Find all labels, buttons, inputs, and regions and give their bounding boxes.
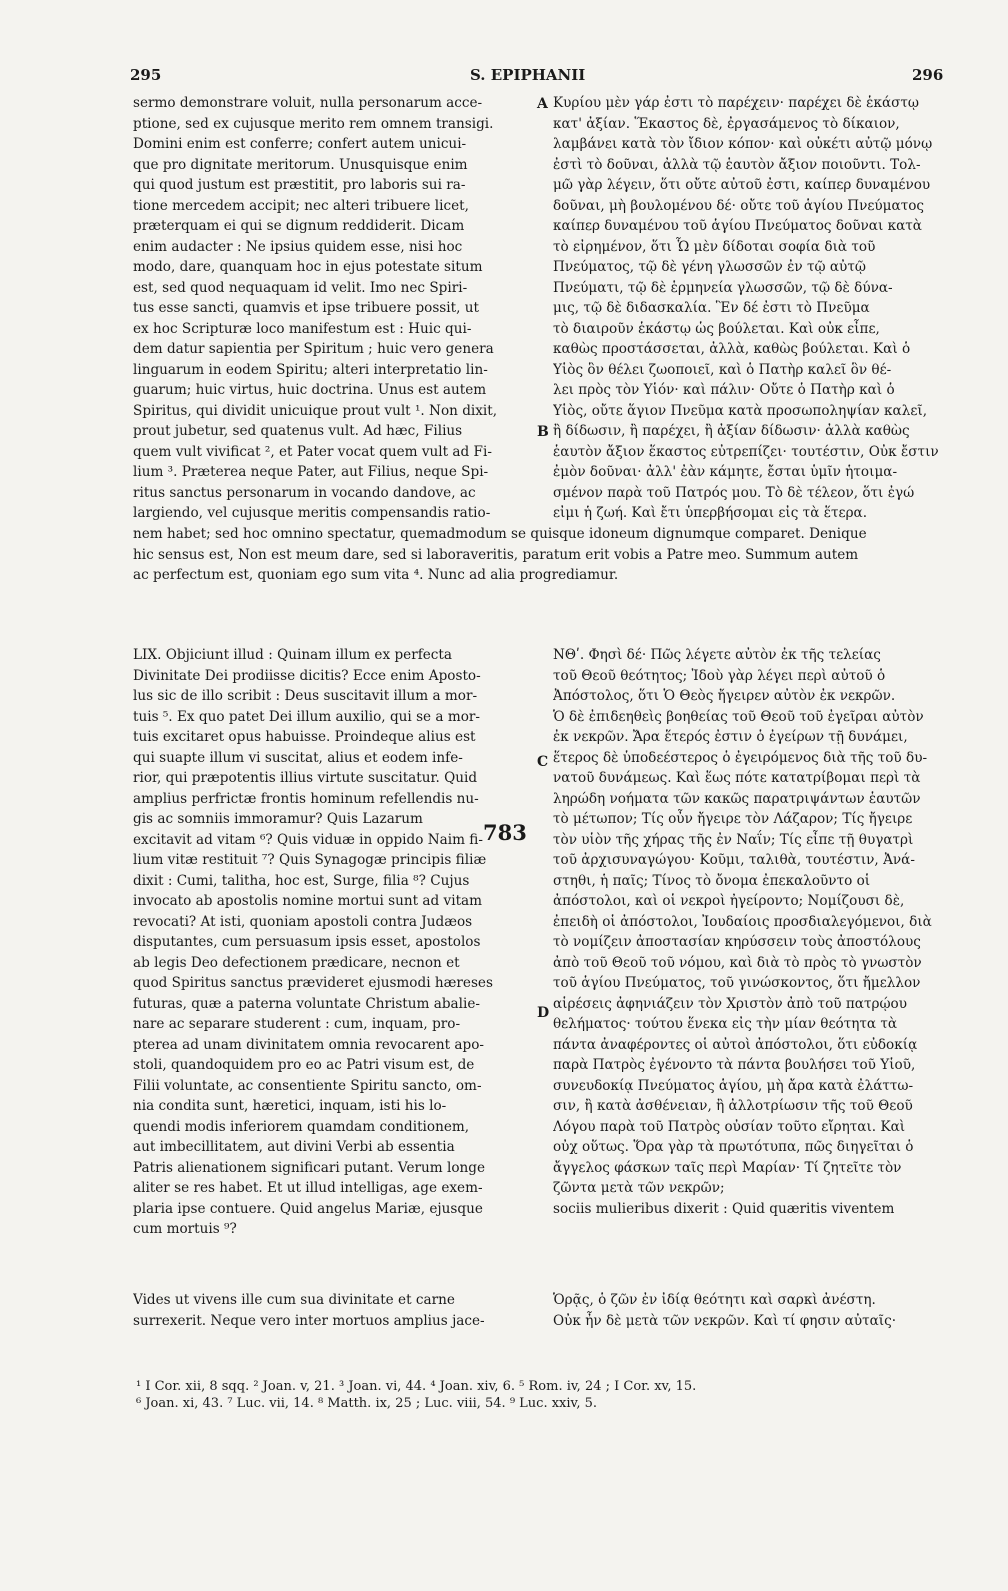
text-line: nem habet; sed hoc omnino spectatur, quemadmodum se quisque idoneum dignumque comparet. Denique: [133, 526, 867, 542]
text-line: εἰμι ἡ ζωή. Καὶ ἔτι ὑπερβήσομαι εἰς τὰ ἕτερα.: [553, 505, 868, 521]
text-line: enim audacter : Ne ipsius quidem esse, nisi hoc: [133, 238, 463, 255]
text-line: que pro dignitate meritorum. Unusquisque enim: [133, 156, 468, 173]
text-line: ἄγγελος φάσκων ταῖς περὶ Μαρίαν· Τί ζητεῖτε τὸν: [553, 1159, 902, 1176]
text-line: cum mortuis ⁹?: [133, 1221, 237, 1237]
text-line: σιν, ἢ κατὰ ἀσθένειαν, ἢ ἀλλοτρίωσιν τῆς τοῦ Θεοῦ: [553, 1098, 913, 1114]
column-marker-b: B: [537, 424, 549, 440]
greek-column-bottom: [553, 645, 943, 1219]
text-line: linguarum in eodem Spiritu; alteri interpretatio lin-: [133, 361, 488, 378]
text-line: ΝΘʹ. Φησὶ δέ· Πῶς λέγετε αὐτὸν ἐκ τῆς τελείας: [553, 647, 881, 663]
text-line: νατοῦ δυνάμεως. Καὶ ἕως πότε κατατρίβομαι περὶ τὰ: [553, 770, 921, 786]
text-line: παρὰ Πατρὸς ἐγένοντο τὰ πάντα βουλήσει τοῦ Υἱοῦ,: [553, 1057, 916, 1073]
text-line: πάντα ἀναφέροντες οἱ αὐτοὶ ἀπόστολοι, ὅτι εὐδοκίᾳ: [553, 1036, 918, 1053]
text-line: ex hoc Scripturæ loco manifestum est : Huic qui-: [133, 320, 472, 337]
text-line: οὐχ οὕτως. Ὅρα γὰρ τὰ πρωτότυπα, πῶς διηγεῖται ὁ: [553, 1139, 914, 1155]
text-line: dixit : Cumi, talitha, hoc est, Surge, filia ⁸? Cujus: [133, 872, 470, 889]
text-line: LIX. Objiciunt illud : Quinam illum ex perfecta: [133, 647, 452, 663]
text-line: θελήματος· τούτου ἕνεκα εἰς τὴν μίαν θεότητα τὰ: [553, 1016, 898, 1032]
text-line: aut imbecillitatem, aut divini Verbi ab essentia: [133, 1139, 455, 1155]
text-line: revocati? At isti, quoniam apostoli contra Judæos: [133, 913, 473, 930]
text-line: Πνεύματι, τῷ δὲ ἑρμηνεία γλωσσῶν, τῷ δὲ δύνα-: [553, 279, 893, 296]
text-line: τὸ νομίζειν ἀποστασίαν κηρύσσειν τοὺς ἀποστόλους: [553, 934, 921, 950]
text-line: dem datur sapientia per Spiritum ; huic vero genera: [133, 341, 494, 357]
text-line: ⁶ Joan. xi, 43. ⁷ Luc. vii, 14. ⁸ Matth. ix, 25 ; Luc. viii, 54. ⁹ Luc. xxiv, 5.: [136, 1396, 598, 1411]
text-line: largiendo, vel cujusque meritis compensandis ratio-: [133, 505, 491, 521]
text-line: ζῶντα μετὰ τῶν νεκρῶν;: [553, 1180, 725, 1196]
text-line: Filii voluntate, ac consentiente Spiritu sancto, om-: [133, 1077, 482, 1094]
right-page-number: 296: [912, 66, 944, 84]
text-line: λαμβάνει κατὰ τὸν ἴδιον κόπον· καὶ οὐκέτι αὐτῷ μόνῳ: [553, 136, 933, 152]
text-line: quendi modis inferiorem quamdam conditionem,: [133, 1118, 470, 1135]
text-line: Spiritus, qui dividit unicuique prout vult ¹. Non dixit,: [133, 402, 498, 419]
text-line: præterquam ei qui se dignum reddiderit. Dicam: [133, 218, 465, 234]
text-line: gis ac somniis immoramur? Quis Lazarum: [133, 811, 423, 827]
text-line: Πνεύματος, τῷ δὲ γένη γλωσσῶν ἐν τῷ αὐτῷ: [553, 259, 866, 275]
text-line: ἐστὶ τὸ δοῦναι, ἀλλὰ τῷ ἑαυτὸν ἄξιον ποιοῦντι. Τολ-: [553, 156, 921, 173]
text-line: surrexerit. Neque vero inter mortuos amplius jace-: [133, 1312, 485, 1329]
page-marker: 783: [483, 820, 527, 845]
footnotes: [136, 1378, 956, 1412]
text-line: stoli, quandoquidem pro eo ac Patri visum est, de: [133, 1057, 475, 1073]
running-title: S. EPIPHANII: [470, 66, 586, 84]
text-line: Υἱὸς, οὔτε ἅγιον Πνεῦμα κατὰ προσωποληψίαν καλεῖ,: [553, 402, 928, 419]
text-line: plaria ipse contuere. Quid angelus Mariæ, ejusque: [133, 1200, 483, 1217]
text-line: sermo demonstrare voluit, nulla personarum acce-: [133, 95, 483, 111]
text-line: ἕτερος δὲ ὑποδεέστερος ὁ ἐγειρόμενος διὰ τῆς τοῦ δυ-: [553, 749, 928, 766]
text-line: τὸν υἱὸν τῆς χήρας τῆς ἐν Ναΐν; Τίς εἶπε τῇ θυγατρὶ: [553, 831, 914, 848]
text-line: tuis excitaret opus habuisse. Proindeque alius est: [133, 729, 476, 745]
latin-column-end: [133, 1290, 533, 1331]
text-line: Οὐκ ἦν δὲ μετὰ τῶν νεκρῶν. Καὶ τί φησιν αὐταῖς·: [553, 1312, 897, 1329]
text-line: tuis ⁵. Ex quo patet Dei illum auxilio, qui se a mor-: [133, 708, 480, 725]
text-line: ληρώδη νοήματα τῶν κακῶς παρατριψάντων ἑαυτῶν: [553, 790, 921, 807]
text-line: Ὁρᾷς, ὁ ζῶν ἐν ἰδίᾳ θεότητι καὶ σαρκὶ ἀνέστη.: [553, 1292, 876, 1308]
text-line: Λόγου παρὰ τοῦ Πατρὸς οὐσίαν τοῦτο εἴρηται. Καὶ: [553, 1118, 906, 1135]
text-line: στηθι, ἡ παῖς; Τίνος τὸ ὄνομα ἐπεκαλοῦντο οἱ: [553, 872, 871, 889]
text-line: aliter se res habet. Et ut illud intelligas, age exem-: [133, 1180, 483, 1196]
text-line: futuras, quæ a paterna voluntate Christum abalie-: [133, 995, 480, 1012]
text-line: tus esse sancti, quamvis et ipse tribuere possit, ut: [133, 300, 479, 316]
text-line: ἑαυτὸν ἄξιον ἕκαστος εὐτρεπίζει· τουτέστιν, Οὐκ ἔστιν: [553, 443, 939, 460]
text-line: prout jubetur, sed quatenus vult. Ad hæc, Filius: [133, 423, 463, 439]
text-line: qui quod justum est præstitit, pro laboris sui ra-: [133, 177, 466, 193]
text-line: disputantes, cum persuasum ipsis esset, apostolos: [133, 934, 481, 950]
text-line: ptione, sed ex cujusque merito rem omnem transigi.: [133, 115, 494, 132]
text-line: Domini enim est conferre; confert autem unicui-: [133, 136, 467, 152]
text-line: excitavit ad vitam ⁶? Quis viduæ in oppido Naim fi-: [133, 831, 483, 848]
text-line: ἐκ νεκρῶν. Ἄρα ἕτερός ἐστιν ὁ ἐγείρων τῇ δυνάμει,: [553, 729, 908, 745]
text-line: qui suapte illum vi suscitat, alius et eodem infe-: [133, 749, 463, 766]
column-marker-a: A: [537, 96, 548, 112]
text-line: ἀπὸ τοῦ Θεοῦ τοῦ νόμου, καὶ διὰ τὸ πρὸς τὸ γνωστὸν: [553, 954, 922, 971]
text-line: ἢ δίδωσιν, ἢ παρέχει, ἢ ἀξίαν δίδωσιν· ἀλλὰ καθὼς: [553, 423, 910, 439]
text-line: invocato ab apostolis nomine mortui sunt ad vitam: [133, 893, 483, 909]
text-line: ἐπειδὴ οἱ ἀπόστολοι, Ἰουδαίοις προσδιαλεγόμενοι, διὰ: [553, 913, 932, 930]
text-line: κατ' ἀξίαν. Ἕκαστος δὲ, ἐργασάμενος τὸ δίκαιον,: [553, 115, 900, 132]
text-line: lium ³. Præterea neque Pater, aut Filius, neque Spi-: [133, 464, 489, 480]
text-line: ἀπόστολοι, καὶ οἱ νεκροὶ ἠγείροντο; Νομίζουσι δὲ,: [553, 893, 905, 909]
text-line: ab legis Deo defectionem prædicare, necnon et: [133, 954, 460, 971]
text-line: μῶ γὰρ λέγειν, ὅτι οὔτε αὐτοῦ ἐστι, καίπερ δυναμένου: [553, 177, 931, 193]
text-line: Ὁ δὲ ἐπιδεηθεὶς βοηθείας τοῦ Θεοῦ τοῦ ἐγεῖραι αὐτὸν: [553, 708, 924, 725]
text-line: nare ac separare studerent : cum, inquam, pro-: [133, 1016, 461, 1032]
text-line: sociis mulieribus dixerit : Quid quæritis viventem: [553, 1200, 895, 1217]
text-line: Ἀπόστολος, ὅτι Ὁ Θεὸς ἤγειρεν αὐτὸν ἐκ νεκρῶν.: [553, 688, 896, 704]
text-line: lium vitæ restituit ⁷? Quis Synagogæ principis filiæ: [133, 852, 487, 868]
text-line: τὸ εἰρημένον, ὅτι Ὧ μὲν δίδοται σοφία διὰ τοῦ: [553, 238, 876, 255]
text-line: τοῦ Θεοῦ θεότητος; Ἰδοὺ γὰρ λέγει περὶ αὐτοῦ ὁ: [553, 667, 886, 684]
text-line: quem vult vivificat ², et Pater vocat quem vult ad Fi-: [133, 443, 492, 460]
text-line: τοῦ ἀρχισυναγώγου· Κοῦμι, ταλιθὰ, τουτέστιν, Ἀνά-: [553, 852, 915, 868]
column-marker-c: C: [537, 754, 549, 770]
text-line: est, sed quod nequaquam id velit. Imo nec Spiri-: [133, 279, 468, 296]
text-line: Patris alienationem significari putant. Verum longe: [133, 1159, 486, 1176]
text-line: nia condita sunt, hæretici, inquam, isti his lo-: [133, 1098, 447, 1114]
text-line: ἐμὸν δοῦναι· ἀλλ' ἐὰν κάμητε, ἔσται ὑμῖν ἡτοιμα-: [553, 464, 898, 480]
text-line: δοῦναι, μὴ βουλομένου δέ· οὔτε τοῦ ἁγίου Πνεύματος: [553, 197, 925, 214]
latin-column-bottom: [133, 645, 533, 1240]
text-line: τὸ διαιροῦν ἑκάστῳ ὡς βούλεται. Καὶ οὐκ εἶπε,: [553, 320, 880, 337]
latin-column-top: [133, 93, 533, 524]
text-line: καθὼς προστάσσεται, ἀλλὰ, καθὼς βούλεται. Καὶ ὁ: [553, 341, 911, 357]
text-line: Υἱὸς ὃν θέλει ζωοποιεῖ, καὶ ὁ Πατὴρ καλεῖ ὃν θέ-: [553, 361, 892, 378]
greek-column-end: [553, 1290, 943, 1331]
text-line: Κυρίου μὲν γάρ ἐστι τὸ παρέχειν· παρέχει δὲ ἑκάστῳ: [553, 95, 920, 111]
text-line: Divinitate Dei prodiisse dicitis? Ecce enim Aposto-: [133, 667, 481, 684]
text-line: lus sic de illo scribit : Deus suscitavit illum a mor-: [133, 688, 478, 704]
text-line: guarum; huic virtus, huic doctrina. Unus est autem: [133, 382, 487, 398]
text-line: pterea ad unam divinitatem omnia revocarent apo-: [133, 1036, 484, 1053]
text-line: rior, qui præpotentis illius virtute suscitatur. Quid: [133, 770, 478, 786]
text-line: Vides ut vivens ille cum sua divinitate et carne: [133, 1292, 455, 1308]
text-line: σμένον παρὰ τοῦ Πατρός μου. Τὸ δὲ τέλεον, ὅτι ἐγώ: [553, 484, 915, 501]
text-line: modo, dare, quanquam hoc in ejus potestate situm: [133, 259, 483, 275]
text-line: μις, τῷ δὲ διδασκαλία. Ἓν δέ ἐστι τὸ Πνεῦμα: [553, 300, 870, 316]
text-line: quod Spiritus sanctus prævideret ejusmodi hæreses: [133, 975, 493, 991]
full-width-text: [133, 524, 945, 586]
text-line: tione mercedem accipit; nec alteri tribuere licet,: [133, 197, 469, 214]
text-line: τὸ μέτωπον; Τίς οὖν ἤγειρε τὸν Λάζαρον; Τίς ἤγειρε: [553, 811, 913, 827]
left-page-number: 295: [130, 66, 162, 84]
column-marker-d: D: [537, 1005, 550, 1021]
text-line: καίπερ δυναμένου τοῦ ἁγίου Πνεύματος δοῦναι κατὰ: [553, 218, 922, 234]
text-line: amplius perfrictæ frontis hominum refellendis nu-: [133, 790, 479, 807]
text-line: λει πρὸς τὸν Υἱόν· καὶ πάλιν· Οὔτε ὁ Πατὴρ καὶ ὁ: [553, 382, 895, 398]
greek-column-top: [553, 93, 943, 524]
text-line: hic sensus est, Non est meum dare, sed si laboraveritis, paratum erit vobis a Patre meo. Summum autem: [133, 546, 859, 563]
text-line: αἱρέσεις ἀφηνιάζειν τὸν Χριστὸν ἀπὸ τοῦ πατρῴου: [553, 995, 907, 1012]
text-line: συνευδοκίᾳ Πνεύματος ἁγίου, μὴ ἄρα κατὰ ἐλάττω-: [553, 1077, 914, 1094]
text-line: τοῦ ἁγίου Πνεύματος, τοῦ γινώσκοντος, ὅτι ἤμελλον: [553, 975, 921, 991]
text-line: ¹ I Cor. xii, 8 sqq. ² Joan. v, 21. ³ Joan. vi, 44. ⁴ Joan. xiv, 6. ⁵ Rom. iv, 24 ; I Cor. xv, 15.: [136, 1379, 697, 1394]
text-line: ac perfectum est, quoniam ego sum vita ⁴. Nunc ad alia progrediamur.: [133, 567, 619, 583]
text-line: ritus sanctus personarum in vocando dandove, ac: [133, 484, 476, 501]
